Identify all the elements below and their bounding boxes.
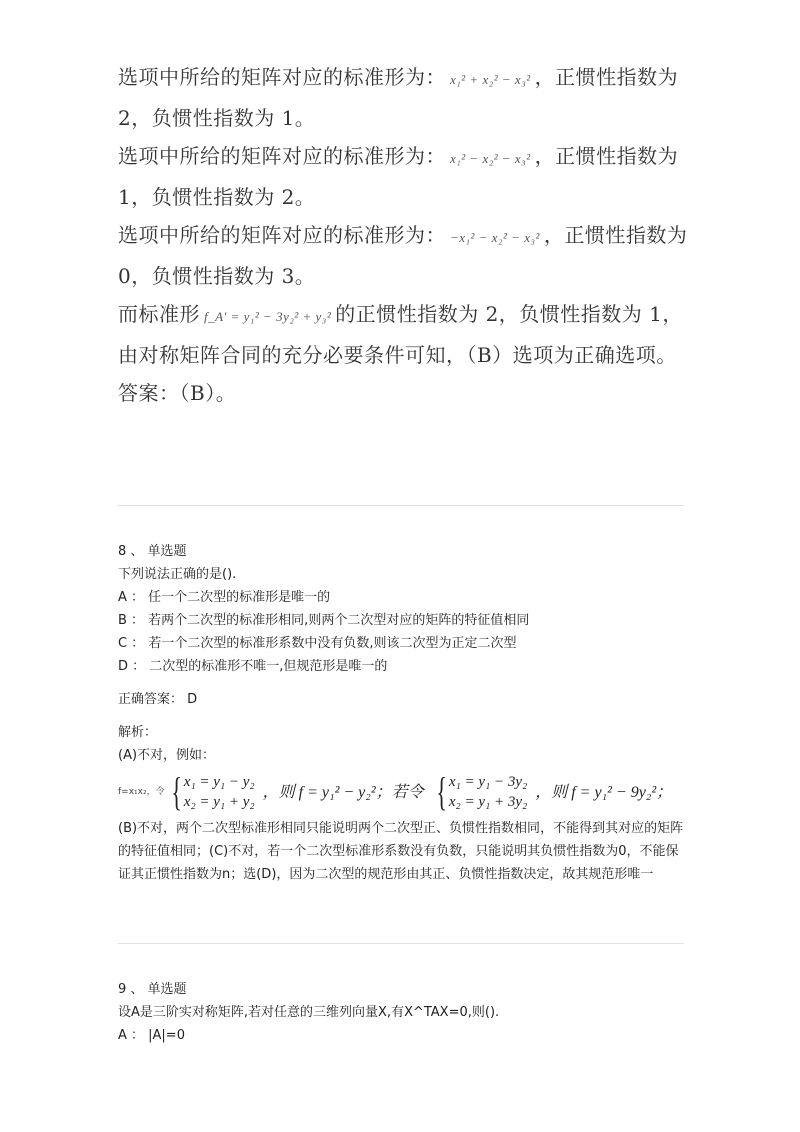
divider — [118, 943, 684, 944]
question-8 — [118, 540, 688, 886]
answer-line: 答案：（B）。 — [118, 381, 237, 405]
analysis-line-1: (A)不对，例如： — [118, 748, 216, 763]
math-example: f=x₁x₂，令 { x₁ = y₁ − y₂ x₂ = y₁ + y₂ ，则 f = y₁² − y₂²；若令 { x₁ = y₁ − 3y₂ x₂ = y₁ + 3y₂ ，则 f = y₁² − 9y₂²； — [118, 769, 673, 814]
question-header: 8 、 单选题 — [118, 544, 187, 559]
explanation-paragraph-3: 选项中所给的矩阵对应的标准形为： −x₁² − x₂² − x₃² ，正惯性指数为 0，负惯性指数为 3。 — [118, 223, 688, 288]
equation-system-2: { x₁ = y₁ − 3y₂ x₂ = y₁ + 3y₂ — [435, 769, 528, 814]
explanation-paragraph-2: 选项中所给的矩阵对应的标准形为： x₁² − x₂² − x₃² ，正惯性指数为 1，负惯性指数为 2。 — [118, 144, 679, 209]
option-a: A ： |A|=0 — [118, 1028, 185, 1043]
correct-answer: 正确答案： D — [118, 692, 198, 707]
formula-1: x₁² + x₂² − x₃² — [450, 72, 531, 87]
explanation-paragraph-1: 选项中所给的矩阵对应的标准形为： x₁² + x₂² − x₃² ，正惯性指数为 2，负惯性指数为 1。 — [118, 65, 679, 130]
analysis-line-2: (B)不对，两个二次型标准形相同只能说明两个二次型正、负惯性指数相同，不能得到其对应的矩阵的特征值相同；(C)不对，若一个二次型标准形系数没有负数，只能说明其负惯性指数为0，不能保证其正惯性指数为n；选(D)，因为二次型的规范形由其正、负惯性指数决定，故其规范形唯一 — [118, 821, 684, 882]
question-header: 9 、 单选题 — [118, 982, 187, 997]
question-stem: 设A是三阶实对称矩阵,若对任意的三维列向量X,有X^TAX=0,则(). — [118, 1005, 500, 1020]
prev-question-explanation — [118, 58, 688, 412]
explanation-paragraph-4: 而标准形 f_A' = y₁² − 3y₂² + y₃² 的正惯性指数为 2，负惯性指数为 1，由对称矩阵合同的充分必要条件可知，（B）选项为正确选项。 — [118, 302, 683, 367]
formula-3: −x₁² − x₂² − x₃² — [450, 230, 540, 245]
equation-system-1: { x₁ = y₁ − y₂ x₂ = y₁ + y₂ — [170, 769, 255, 814]
option-a: A ： 任一个二次型的标准形是唯一的 — [118, 590, 331, 605]
option-c: C ： 若一个二次型的标准形系数中没有负数,则该二次型为正定二次型 — [118, 636, 517, 651]
option-d: D ： 二次型的标准形不唯一,但规范形是唯一的 — [118, 659, 388, 674]
divider — [118, 505, 684, 506]
formula-2: x₁² − x₂² − x₃² — [450, 151, 531, 166]
question-9 — [118, 978, 688, 1047]
analysis-title: 解析： — [118, 725, 158, 740]
question-stem: 下列说法正确的是(). — [118, 567, 237, 582]
formula-4: f_A' = y₁² − 3y₂² + y₃² — [204, 309, 332, 324]
option-b: B ： 若两个二次型的标准形相同,则两个二次型对应的矩阵的特征值相同 — [118, 613, 530, 628]
